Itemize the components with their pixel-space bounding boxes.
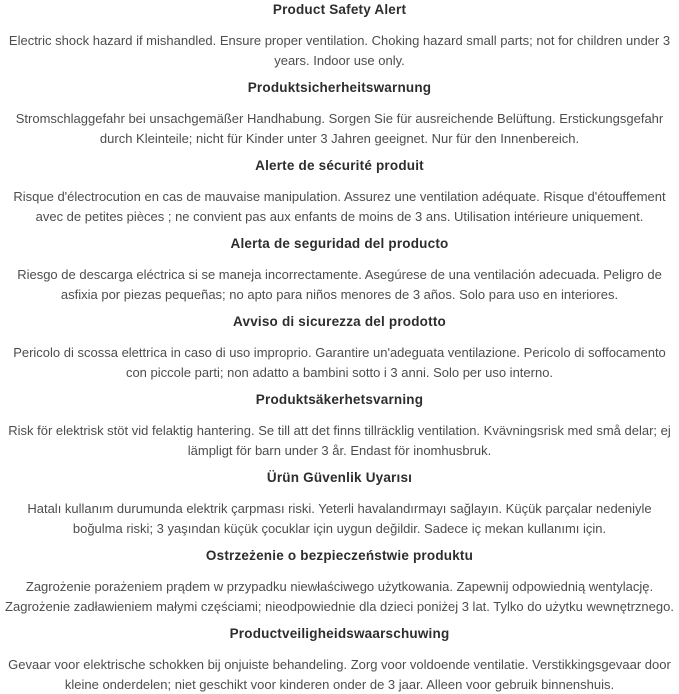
safety-section-heading: Produktsäkerhetsvarning: [255, 392, 424, 407]
safety-section: [5, 626, 674, 694]
safety-section-body: Hatalı kullanım durumunda elektrik çarpması riski. Yeterli havalandırmayı sağlayın. Küçük parçalar nedeniyle boğulma riski; 3 yaşından küçük çocuklar için uygun değildir. Sadece iç mekan kullanımı için.: [27, 501, 652, 536]
safety-section-body: Gevaar voor elektrische schokken bij onjuiste behandeling. Zorg voor voldoende ventilatie. Verstikkingsgevaar door kleine onderdelen; niet geschikt voor kinderen onder de 3 jaar. Alleen voor gebruik binnenshuis.: [8, 657, 671, 692]
safety-section: [5, 80, 674, 148]
safety-section-body: Electric shock hazard if mishandled. Ensure proper ventilation. Choking hazard small parts; not for children under 3 years. Indoor use only.: [8, 33, 671, 68]
safety-section-body: Pericolo di scossa elettrica in caso di uso improprio. Garantire un'adeguata ventilazione. Pericolo di soffocamento con piccole parti; non adatto a bambini sotto i 3 anni. Solo per uso interno.: [13, 345, 666, 380]
safety-section-body: Stromschlaggefahr bei unsachgemäßer Handhabung. Sorgen Sie für ausreichende Belüftung. Erstickungsgefahr durch Kleinteile; nicht für Kinder unter 3 Jahren geeignet. Nur für den Innenbereich.: [15, 111, 664, 146]
safety-section-heading: Ürün Güvenlik Uyarısı: [266, 470, 413, 485]
safety-section: [5, 158, 674, 226]
safety-section-heading: Alerta de seguridad del producto: [230, 236, 449, 251]
safety-section-heading: Avviso di sicurezza del prodotto: [233, 314, 446, 329]
safety-section: [5, 392, 674, 460]
safety-section-body: Zagrożenie porażeniem prądem w przypadku niewłaściwego użytkowania. Zapewnij odpowiednią wentylację. Zagrożenie zadławieniem małymi częściami; nieodpowiednie dla dzieci poniżej 3 lat. Tylko do użytku wewnętrznego.: [5, 579, 674, 614]
safety-section-heading: Product Safety Alert: [272, 2, 407, 17]
safety-section: [5, 470, 674, 538]
safety-section-heading: Productveiligheidswaarschuwing: [229, 626, 450, 641]
safety-section: [5, 548, 674, 616]
safety-section-heading: Produktsicherheitswarnung: [247, 80, 432, 95]
safety-section: [5, 2, 674, 70]
safety-section: [5, 314, 674, 382]
safety-section-body: Riesgo de descarga eléctrica si se maneja incorrectamente. Asegúrese de una ventilación adecuada. Peligro de asfixia por piezas pequeñas; no apto para niños menores de 3 años. Solo para uso en interiores.: [17, 267, 662, 302]
safety-sections-list: [5, 2, 674, 694]
safety-section-body: Risk för elektrisk stöt vid felaktig hantering. Se till att det finns tillräcklig ventilation. Kvävningsrisk med små delar; ej lämpligt för barn under 3 år. Endast för inomhusbruk.: [8, 423, 671, 458]
safety-section-heading: Ostrzeżenie o bezpieczeństwie produktu: [205, 548, 474, 563]
safety-section: [5, 236, 674, 304]
safety-section-heading: Alerte de sécurité produit: [255, 158, 424, 173]
safety-section-body: Risque d'électrocution en cas de mauvaise manipulation. Assurez une ventilation adéquate. Risque d'étouffement avec de petites pièces ; ne convient pas aux enfants de moins de 3 ans. Utilisation intérieure uniquement.: [13, 189, 666, 224]
